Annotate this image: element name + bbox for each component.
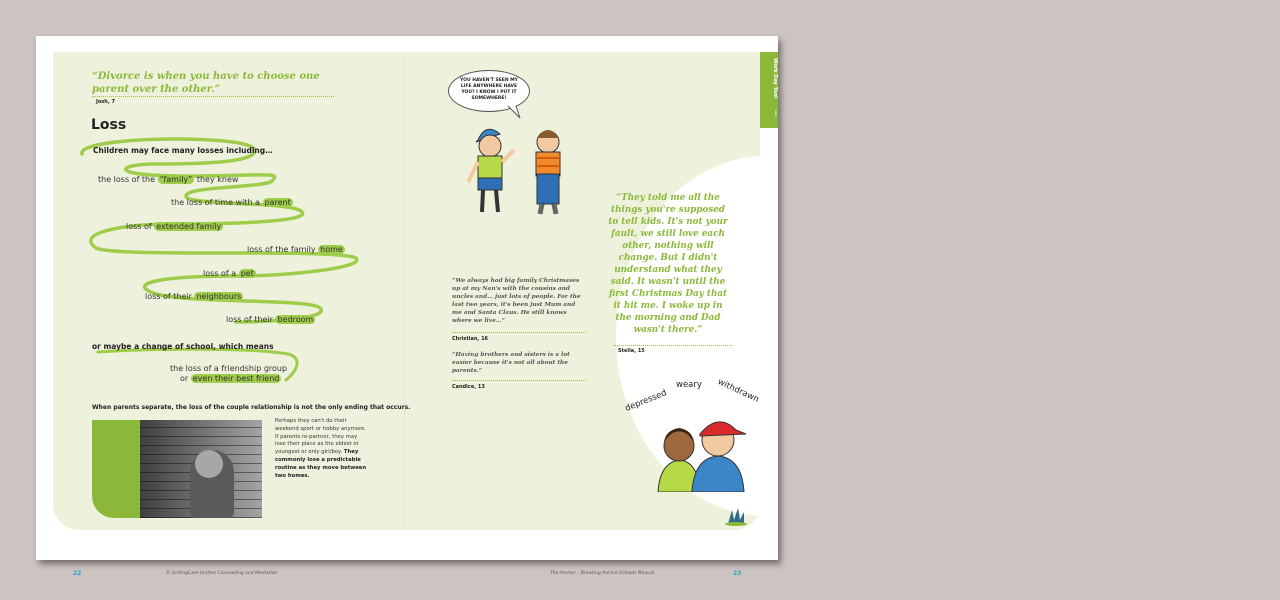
book-spread (36, 36, 778, 577)
mood-word: withdrawn (715, 377, 761, 405)
loss-item: the loss of the “family” they knew (98, 175, 239, 184)
routine-paragraph: Perhaps they can't do their weekend sport or hobby anymore. If parents re-partner, they may lose their place as the eldest or youngest or only girl/boy. They commonly lose a predictable routine as they move between two homes. (275, 418, 367, 479)
page-number-left: 22 (73, 570, 82, 577)
dotted-divider (614, 345, 732, 346)
sad-child-photo (92, 420, 262, 518)
tab-label: Work Day Tool (772, 58, 778, 99)
christmas-quote: “We always had big family Christmases up at my Nan's with the cousins and uncles and… just lots of people. For the last two years, it's been just Mum and me and Santa Claus. He still knows where we live…” (452, 278, 581, 324)
stella-quote-attribution: Stella, 15 (618, 348, 645, 354)
separation-statement: When parents separate, the loss of the couple relationship is not the only ending that occurs. (92, 404, 411, 411)
top-quote-attribution: Josh, 7 (96, 99, 115, 105)
page-number-right: 23 (733, 570, 742, 577)
stella-quote: “They told me all the things you're supposed to tell kids. It's not your fault, we still love each other, nothing will change. But I didn't understand what they said. It wasn't until the first Christmas Day that it hit me. I woke up in the morning and Dad wasn't there.” (608, 193, 728, 335)
loss-item: loss of the family home (247, 245, 343, 254)
dotted-divider (452, 380, 586, 381)
loss-item: loss of a pet (203, 269, 254, 278)
christmas-quote-attribution: Christian, 16 (452, 336, 489, 342)
friendship-line: the loss of a friendship group (170, 364, 288, 373)
grass-icon (724, 506, 748, 526)
loss-item: loss of their bedroom (226, 315, 314, 324)
loss-item: loss of their neighbours (145, 292, 242, 301)
two-kids-illustration (652, 406, 752, 492)
loss-item: loss of extended family (126, 222, 222, 231)
loss-lead: Children may face many losses including… (93, 146, 273, 155)
best-friend-line: or even their best friend (180, 374, 280, 383)
child-head (195, 450, 223, 478)
loss-item: the loss of time with a parent (171, 198, 291, 207)
dotted-divider (452, 332, 586, 333)
footer-left: © UnitingCare Unifam Counselling and Mediation (166, 571, 278, 576)
footer-right: The Anchor – Breaking the Ice Schools Manual (550, 571, 655, 576)
tab-small-label: Loss (774, 110, 778, 117)
school-change-text: or maybe a change of school, which means (92, 342, 274, 351)
mood-word: depressed (623, 388, 669, 414)
siblings-quote: “Having brothers and sisters is a lot easier because it's not all about the parents.” (452, 352, 570, 374)
mood-word: weary (676, 380, 702, 390)
top-quote: “Divorce is when you have to choose one parent over the other.” (92, 71, 320, 95)
section-heading: Loss (91, 117, 127, 133)
speech-bubble-text: YOU HAVEN'T SEEN MY LIFE ANYWHERE HAVE YOU? I KNOW I PUT IT SOMEWHERE! (460, 78, 518, 101)
siblings-quote-attribution: Candice, 13 (452, 384, 485, 390)
two-boys-illustration (456, 112, 576, 222)
